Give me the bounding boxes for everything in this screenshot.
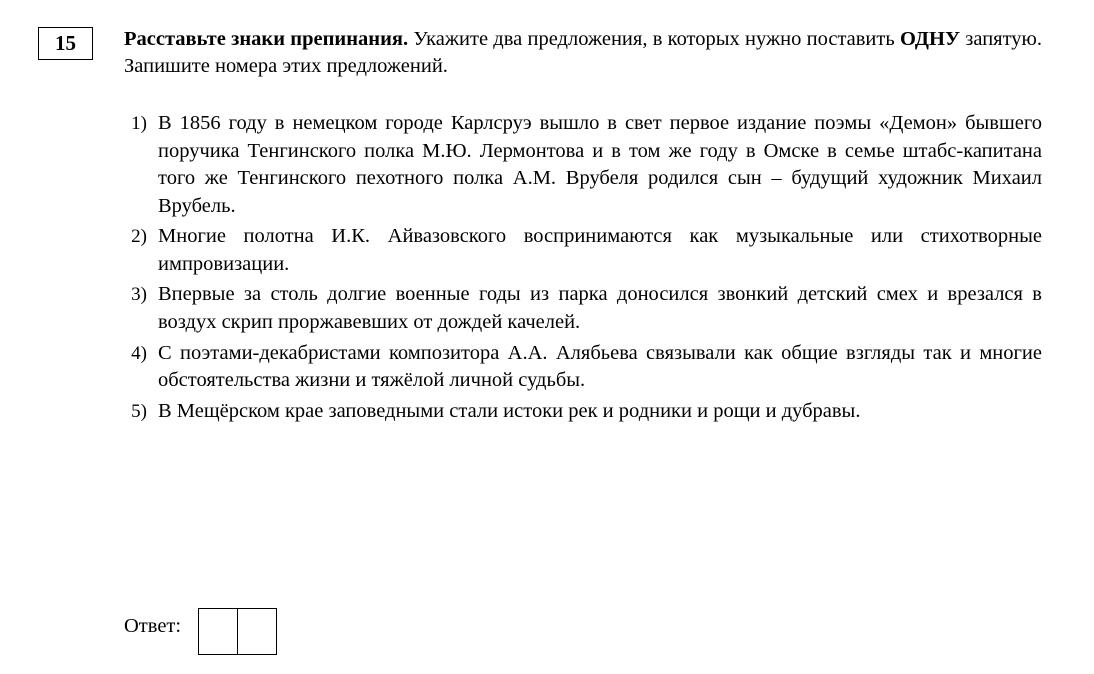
task-prompt-text-1: Укажите два предложения, в которых нужно поставить bbox=[408, 28, 900, 50]
list-item-text: Впервые за столь долгие военные годы из парка доносился звонкий детский смех и врезался в воздух скрип проржавевших от дождей качелей. bbox=[158, 283, 1042, 333]
list-item-text: С поэтами-декабристами композитора А.А. Алябьева связывали как общие взгляды так и многие обстоятельства жизни и тяжёлой личной судьбы. bbox=[158, 341, 1042, 392]
task-number-box bbox=[38, 27, 93, 60]
task-number: 15 bbox=[55, 31, 76, 55]
list-item-number: 4) bbox=[131, 342, 147, 364]
list-item bbox=[124, 223, 1042, 278]
answer-row bbox=[124, 608, 277, 655]
list-item bbox=[124, 281, 1042, 336]
list-item bbox=[124, 340, 1042, 395]
answer-cell-1[interactable] bbox=[198, 608, 238, 655]
list-item-text: В Мещёрском крае заповедными стали истоки рек и родники и рощи и дубравы. bbox=[158, 399, 861, 422]
sentence-list bbox=[124, 110, 1042, 428]
list-item-number: 5) bbox=[131, 400, 147, 422]
answer-cell-2[interactable] bbox=[237, 608, 277, 655]
task-prompt bbox=[124, 26, 1042, 81]
list-item-number: 2) bbox=[131, 226, 147, 248]
task-prompt-bold-emphasis: ОДНУ bbox=[899, 28, 961, 50]
list-item-text: Многие полотна И.К. Айвазовского воспринимаются как музыкальные или стихотворные импровизации. bbox=[158, 225, 1042, 275]
task-prompt-text-2: запятую. Запишите номера этих предложений. bbox=[124, 28, 1042, 78]
list-item-number: 3) bbox=[131, 284, 147, 306]
answer-boxes bbox=[198, 608, 277, 655]
list-item bbox=[124, 398, 1042, 426]
list-item bbox=[124, 110, 1042, 220]
answer-label: Ответ: bbox=[124, 615, 182, 637]
list-item-number: 1) bbox=[131, 113, 147, 134]
list-item-text: В 1856 году в немецком городе Карлсруэ вышло в свет первое издание поэмы «Демон» бывшего поручика Тенгинского полка М.Ю. Лермонтова и в том же году в Омске в семье штабс-капитана того же Тенгинского пехотного полка А.М. Врубеля родился сын – будущий художник Михаил Врубель. bbox=[158, 112, 1042, 217]
task-prompt-bold-instruction: Расставьте знаки препинания. bbox=[124, 28, 409, 50]
